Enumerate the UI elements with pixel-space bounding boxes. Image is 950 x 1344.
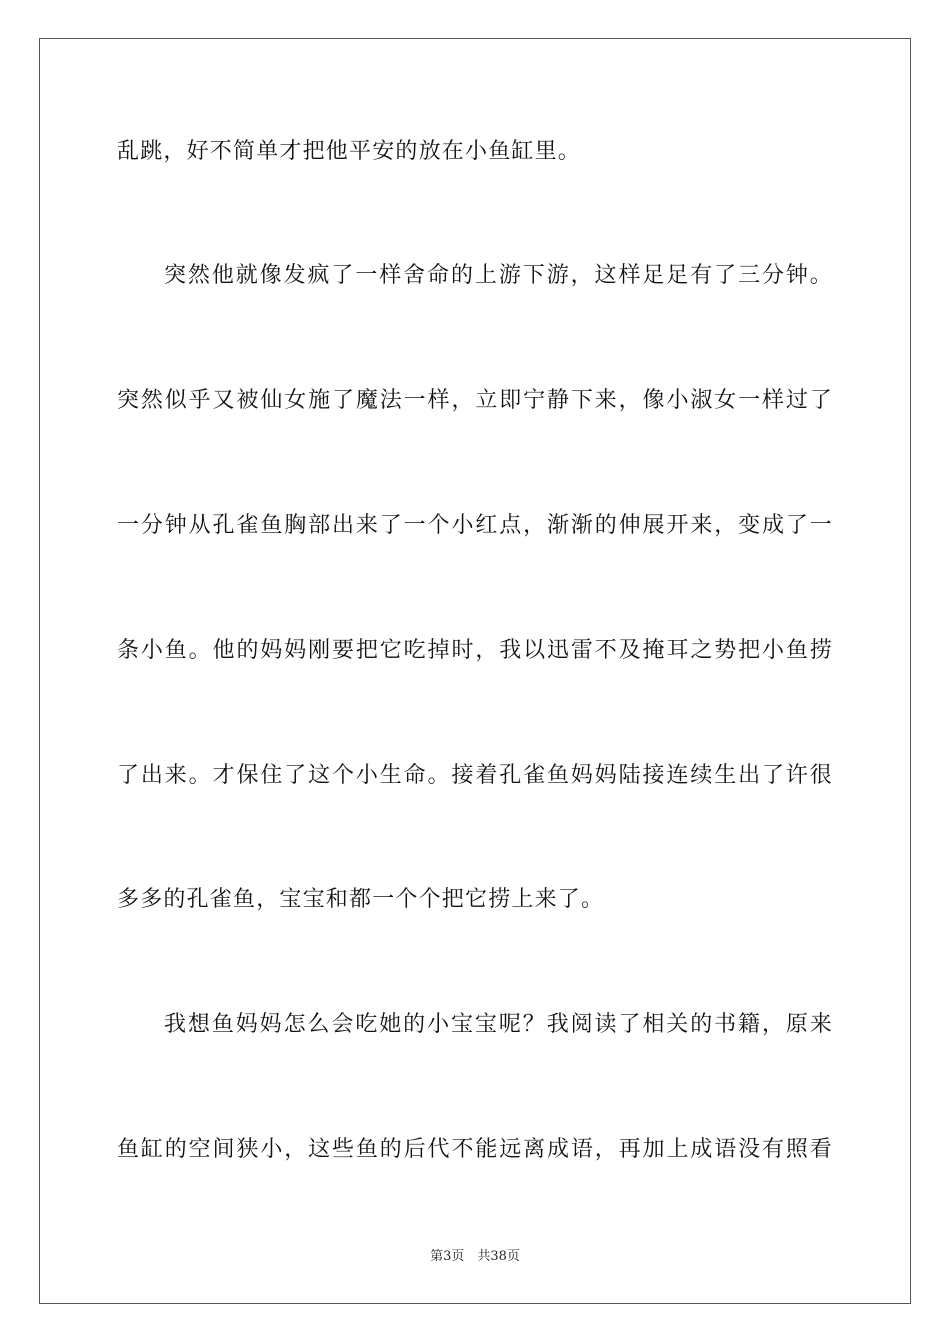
page-number-label: 第3页 共38页 xyxy=(430,1249,520,1264)
text-line-4: 一分钟从孔雀鱼胸部出来了一个小红点，渐渐的伸展开来，变成了一 xyxy=(117,513,833,538)
text-line-7: 多多的孔雀鱼，宝宝和都一个个把它捞上来了。 xyxy=(117,887,605,912)
text-line-9: 鱼缸的空间狭小，这些鱼的后代不能远离成语，再加上成语没有照看 xyxy=(117,1137,833,1162)
text-line-3: 突然似乎又被仙女施了魔法一样，立即宁静下来，像小淑女一样过了 xyxy=(117,388,833,413)
text-line-5: 条小鱼。他的妈妈刚要把它吃掉时，我以迅雷不及掩耳之势把小鱼捞 xyxy=(117,638,833,663)
text-line-6: 了出来。才保住了这个小生命。接着孔雀鱼妈妈陆接连续生出了许很 xyxy=(117,763,833,788)
page-number-footer xyxy=(0,1248,950,1266)
page-border xyxy=(39,38,911,1304)
text-line-1: 乱跳，好不简单才把他平安的放在小鱼缸里。 xyxy=(117,139,582,164)
text-line-2: 突然他就像发疯了一样舍命的上游下游，这样足足有了三分钟。 xyxy=(164,263,833,288)
text-line-8: 我想鱼妈妈怎么会吃她的小宝宝呢？我阅读了相关的书籍，原来 xyxy=(164,1012,833,1037)
